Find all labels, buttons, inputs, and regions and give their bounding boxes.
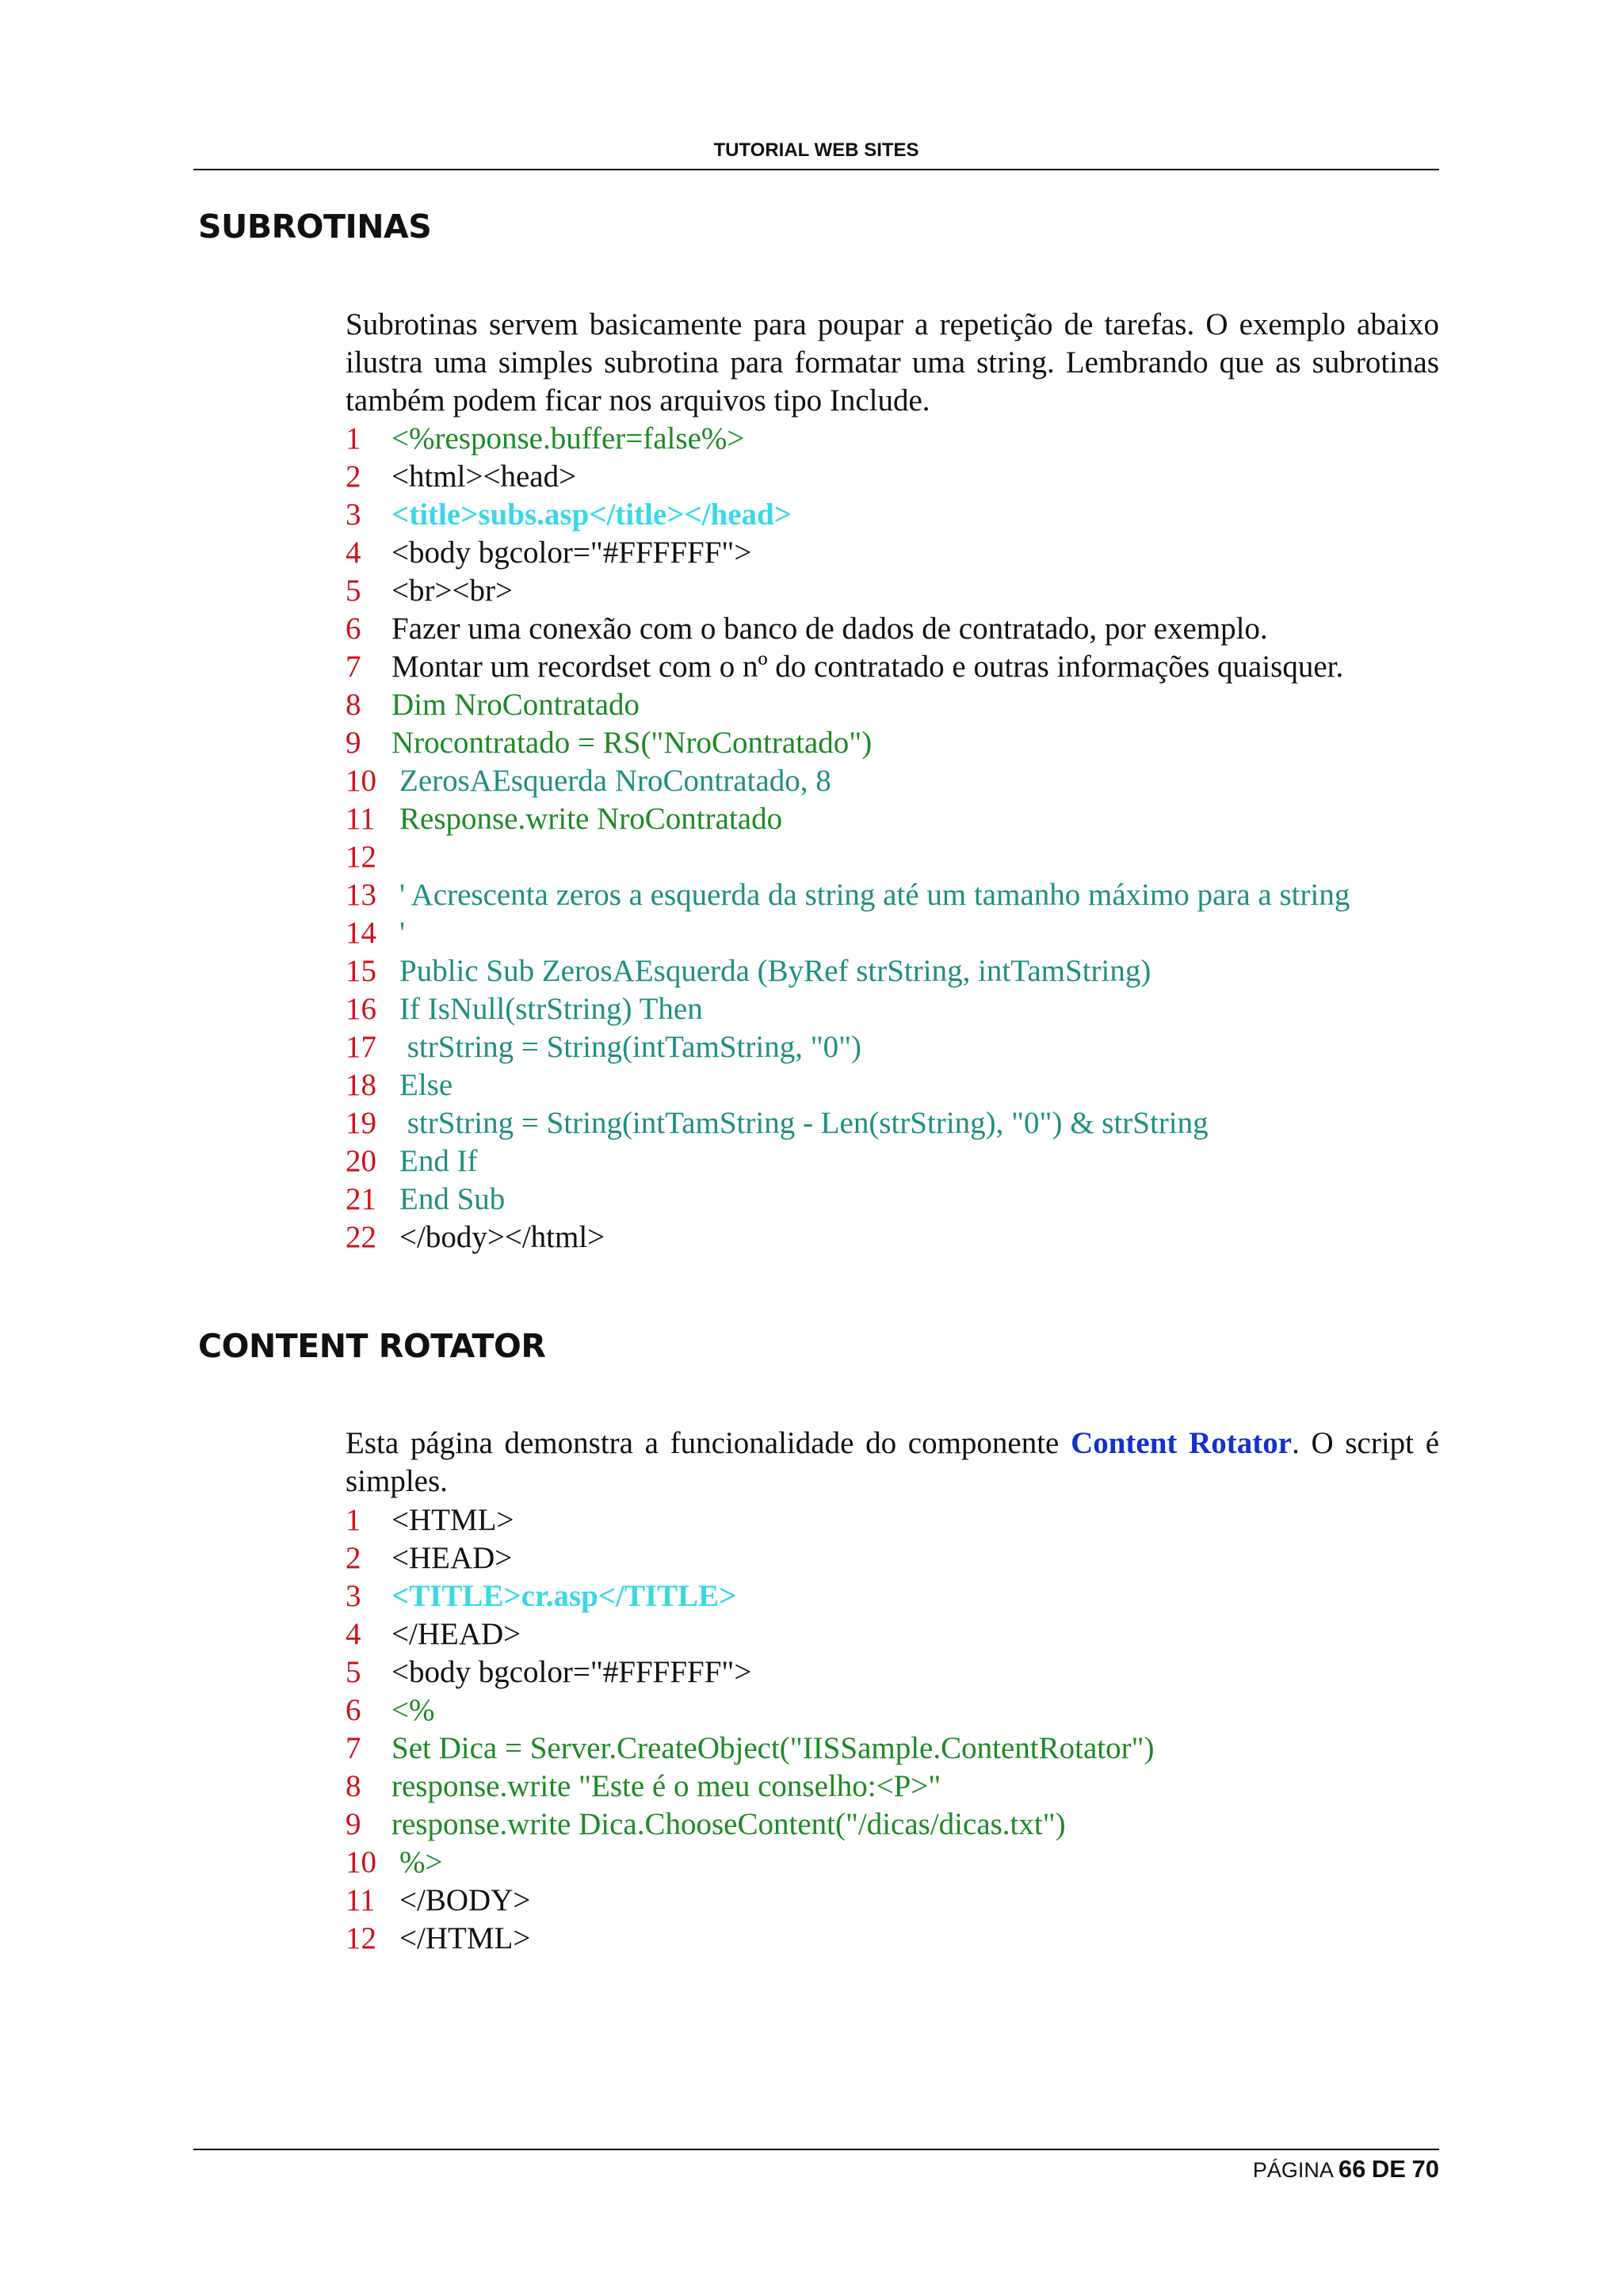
line-number: 17 <box>346 1030 376 1064</box>
line-number: 19 <box>346 1106 376 1140</box>
line-number: 2 <box>346 1541 361 1575</box>
paragraph-text: Esta página demonstra a funcionalidade do componente <box>346 1426 1071 1460</box>
line-number: 13 <box>346 878 376 912</box>
line-number: 7 <box>346 650 361 684</box>
code-text: strString = String(intTamString - Len(strString), "0") & strString <box>399 1106 1209 1140</box>
code-text: response.write "Este é o meu conselho:<P>" <box>391 1769 941 1803</box>
code-text: </body></html> <box>399 1220 605 1254</box>
line-number: 5 <box>346 574 361 608</box>
code-text: %> <box>399 1845 443 1879</box>
code-text: Public Sub ZerosAEsquerda (ByRef strString, intTamString) <box>399 954 1151 988</box>
code-text: Nrocontratado = RS("NroContratado") <box>391 726 873 760</box>
page-footer <box>1253 2155 1439 2183</box>
code-text: response.write Dica.ChooseContent("/dicas/dicas.txt") <box>391 1807 1066 1841</box>
code-text: <% <box>391 1693 435 1727</box>
line-number: 15 <box>346 954 376 988</box>
code-text: <body bgcolor="#FFFFFF"> <box>391 536 752 570</box>
code-text: </BODY> <box>399 1883 531 1917</box>
line-number: 20 <box>346 1144 376 1178</box>
code-text: ' <box>399 916 406 950</box>
line-number: 18 <box>346 1068 376 1102</box>
line-number: 4 <box>346 536 361 570</box>
line-number: 7 <box>346 1731 361 1765</box>
line-number: 6 <box>346 612 361 646</box>
line-number: 16 <box>346 992 376 1026</box>
paragraph-text: . O script é <box>1292 1426 1440 1460</box>
paragraph-line: ilustra uma simples subrotina para formatar uma string. Lembrando que as subrotinas <box>346 345 1439 379</box>
code-text: </HTML> <box>399 1921 531 1955</box>
line-number: 21 <box>346 1182 376 1216</box>
paragraph-line: simples. <box>346 1464 448 1498</box>
code-text: <br><br> <box>391 574 513 608</box>
code-text: <TITLE>cr.asp</TITLE> <box>391 1579 737 1613</box>
line-number: 9 <box>346 726 361 760</box>
code-text: Dim NroContratado <box>391 688 640 722</box>
line-number: 4 <box>346 1617 361 1651</box>
page-number: 66 <box>1338 2155 1366 2183</box>
line-number: 10 <box>346 1845 376 1879</box>
code-text: If IsNull(strString) Then <box>399 992 703 1026</box>
section-heading-content-rotator: CONTENT ROTATOR <box>198 1327 546 1365</box>
paragraph-line <box>346 1425 1439 1463</box>
keyword-content-rotator: Content Rotator <box>1071 1426 1293 1460</box>
code-text: Else <box>399 1068 453 1102</box>
header-rule <box>193 169 1439 170</box>
line-number: 6 <box>346 1693 361 1727</box>
line-number: 11 <box>346 1883 376 1917</box>
code-text: <%response.buffer=false%> <box>391 421 745 456</box>
section-heading-subrotinas: SUBROTINAS <box>198 208 432 246</box>
code-text: <html><head> <box>391 460 577 494</box>
code-text: Set Dica = Server.CreateObject("IISSample.ContentRotator") <box>391 1731 1155 1765</box>
line-number: 9 <box>346 1807 361 1841</box>
line-number: 8 <box>346 1769 361 1803</box>
footer-rule <box>193 2149 1439 2150</box>
line-number: 3 <box>346 1579 361 1613</box>
line-number: 3 <box>346 498 361 532</box>
total-pages: 70 <box>1411 2155 1439 2183</box>
line-number: 5 <box>346 1655 361 1689</box>
paragraph-content-rotator <box>346 1425 1439 1501</box>
code-text: ' Acrescenta zeros a esquerda da string até um tamanho máximo para a string <box>399 878 1350 912</box>
code-text: </HEAD> <box>391 1617 521 1651</box>
line-number: 1 <box>346 1503 361 1537</box>
line-number: 12 <box>346 840 376 874</box>
code-text: End Sub <box>399 1182 506 1216</box>
line-number: 8 <box>346 688 361 722</box>
paragraph-line: também podem ficar nos arquivos tipo Include. <box>346 383 930 418</box>
line-number: 11 <box>346 802 376 836</box>
line-number: 22 <box>346 1220 376 1254</box>
line-number: 14 <box>346 916 376 950</box>
line-number: 12 <box>346 1921 376 1955</box>
line-number: 2 <box>346 460 361 494</box>
paragraph-line: Subrotinas servem basicamente para poupar a repetição de tarefas. O exemplo abaixo <box>346 307 1439 341</box>
footer-label: PÁGINA <box>1252 2158 1333 2182</box>
code-text: <HEAD> <box>391 1541 513 1575</box>
running-header: TUTORIAL WEB SITES <box>713 139 919 161</box>
code-text: <title>subs.asp</title></head> <box>391 498 792 532</box>
code-text: Response.write NroContratado <box>399 802 783 836</box>
code-text: <body bgcolor="#FFFFFF"> <box>391 1655 752 1689</box>
paragraph-subrotinas <box>346 306 1439 420</box>
line-number: 10 <box>346 764 376 798</box>
code-text: Fazer uma conexão com o banco de dados de contratado, por exemplo. <box>391 612 1268 646</box>
code-text: Montar um recordset com o nº do contratado e outras informações quaisquer. <box>391 650 1344 684</box>
code-text: End If <box>399 1144 478 1178</box>
line-number: 1 <box>346 421 361 456</box>
code-text: strString = String(intTamString, "0") <box>399 1030 862 1064</box>
code-text: <HTML> <box>391 1503 514 1537</box>
code-text: ZerosAEsquerda NroContratado, 8 <box>399 764 831 798</box>
footer-of: DE <box>1371 2155 1406 2183</box>
